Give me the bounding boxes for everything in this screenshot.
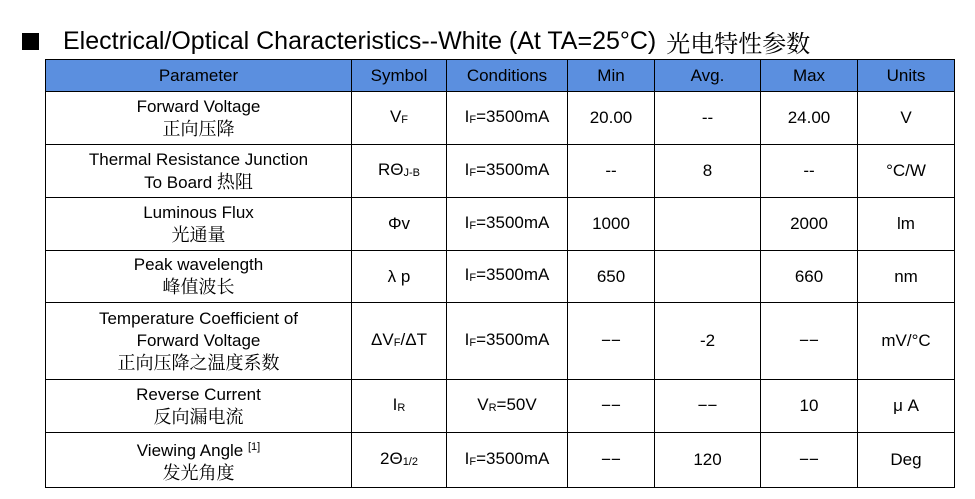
- avg-cell: --: [655, 92, 761, 145]
- units-cell: lm: [858, 198, 955, 251]
- symbol-cell: λ p: [352, 251, 447, 303]
- symbol-cell: RΘJ-B: [352, 145, 447, 198]
- parameter-english: Viewing Angle [1]: [136, 440, 261, 460]
- units-cell: V: [858, 92, 955, 145]
- header-symbol: Symbol: [352, 60, 447, 92]
- characteristics-table: [45, 59, 955, 488]
- parameter-cell: [46, 303, 352, 380]
- min-cell: −−: [568, 380, 655, 433]
- parameter-english: Luminous Flux: [143, 202, 254, 222]
- symbol-cell: 2Θ1/2: [352, 433, 447, 488]
- parameter-cell: [46, 251, 352, 303]
- header-avg: Avg.: [655, 60, 761, 92]
- conditions-cell: IF=3500mA: [447, 251, 568, 303]
- avg-cell: -2: [655, 303, 761, 380]
- symbol-cell: ΔVF/ΔT: [352, 303, 447, 380]
- max-cell: 10: [761, 380, 858, 433]
- avg-cell: [655, 198, 761, 251]
- min-cell: 20.00: [568, 92, 655, 145]
- avg-cell: 120: [655, 433, 761, 488]
- min-cell: 1000: [568, 198, 655, 251]
- table-header-row: [46, 60, 955, 92]
- parameter-chinese: 发光角度: [162, 462, 235, 484]
- min-cell: −−: [568, 303, 655, 380]
- min-cell: --: [568, 145, 655, 198]
- max-cell: 660: [761, 251, 858, 303]
- max-cell: −−: [761, 433, 858, 488]
- max-cell: --: [761, 145, 858, 198]
- units-cell: nm: [858, 251, 955, 303]
- conditions-cell: IF=3500mA: [447, 145, 568, 198]
- table-row: [46, 433, 955, 488]
- header-max: Max: [761, 60, 858, 92]
- units-cell: Deg: [858, 433, 955, 488]
- parameter-chinese: 正向压降之温度系数: [117, 352, 280, 374]
- conditions-cell: VR=50V: [447, 380, 568, 433]
- units-cell: °C/W: [858, 145, 955, 198]
- table-row: [46, 145, 955, 198]
- parameter-chinese: 反向漏电流: [153, 406, 244, 428]
- parameter-english-line2: To Board 热阻: [144, 171, 253, 193]
- max-cell: −−: [761, 303, 858, 380]
- parameter-english: Peak wavelength: [133, 255, 264, 274]
- parameter-cell: [46, 380, 352, 433]
- conditions-cell: IF=3500mA: [447, 198, 568, 251]
- parameter-cell: [46, 198, 352, 251]
- parameter-english: Reverse Current: [136, 384, 261, 404]
- parameter-english: Temperature Coefficient of: [98, 308, 299, 328]
- symbol-cell: Φv: [352, 198, 447, 251]
- parameter-cell: [46, 145, 352, 198]
- section-title: [22, 24, 810, 58]
- header-parameter: Parameter: [46, 60, 352, 92]
- header-conditions: Conditions: [447, 60, 568, 92]
- avg-cell: 8: [655, 145, 761, 198]
- table-row: [46, 251, 955, 303]
- parameter-cell: [46, 92, 352, 145]
- parameter-english: Thermal Resistance Junction: [88, 149, 309, 169]
- conditions-cell: IF=3500mA: [447, 92, 568, 145]
- parameter-cell: [46, 433, 352, 488]
- units-cell: μ A: [858, 380, 955, 433]
- symbol-cell: VF: [352, 92, 447, 145]
- header-min: Min: [568, 60, 655, 92]
- max-cell: 2000: [761, 198, 858, 251]
- table-row: [46, 380, 955, 433]
- title-chinese: 光电特性参数: [666, 29, 811, 58]
- conditions-cell: IF=3500mA: [447, 303, 568, 380]
- parameter-english-line2: Forward Voltage: [136, 330, 261, 350]
- parameter-english: Forward Voltage: [136, 96, 261, 116]
- avg-cell: −−: [655, 380, 761, 433]
- units-cell: mV/°C: [858, 303, 955, 380]
- table-row: [46, 303, 955, 380]
- table-row: [46, 198, 955, 251]
- parameter-chinese: 正向压降: [162, 118, 235, 140]
- footnote-marker: [1]: [248, 440, 261, 453]
- parameter-chinese: 光通量: [171, 224, 226, 246]
- symbol-cell: IR: [352, 380, 447, 433]
- table-row: [46, 92, 955, 145]
- square-bullet-icon: [22, 33, 39, 50]
- min-cell: 650: [568, 251, 655, 303]
- header-units: Units: [858, 60, 955, 92]
- max-cell: 24.00: [761, 92, 858, 145]
- min-cell: −−: [568, 433, 655, 488]
- conditions-cell: IF=3500mA: [447, 433, 568, 488]
- title-english: Electrical/Optical Characteristics--White (At TA=25°C): [63, 26, 657, 55]
- parameter-chinese: 峰值波长: [162, 277, 235, 298]
- avg-cell: [655, 251, 761, 303]
